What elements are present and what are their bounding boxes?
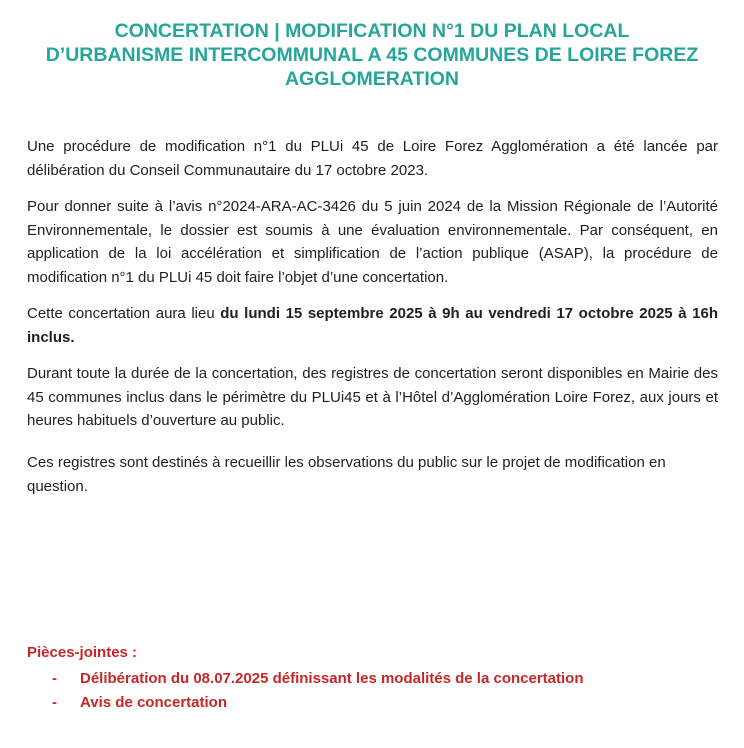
title-line-3: AGGLOMERATION: [284, 68, 460, 90]
bullet-dash: -: [52, 694, 57, 711]
dates-period: du lundi 15 septembre 2025 à 9h au vendredi 17 octobre 2025 à 16h inclus: [27, 305, 718, 346]
title-line-2: D’URBANISME INTERCOMMUNAL A 45 COMMUNES DE LOIRE FOREZ: [45, 44, 699, 66]
paragraph-observations: Ces registres sont destinés à recueillir les observations du public sur le projet de modification en question.: [27, 454, 666, 495]
paragraph-dates: [27, 302, 718, 349]
attachment-link-avis[interactable]: Avis de concertation: [80, 694, 227, 711]
paragraph-registers: Durant toute la durée de la concertation, des registres de concertation seront disponibles en Mairie des 45 communes inclus dans le périmètre du PLUi45 et à l’Hôtel d’Agglomération Loire Forez, aux jours et heures habituels d’ouverture au public.: [27, 365, 718, 429]
attachment-item-avis[interactable]: [52, 691, 584, 715]
dates-prefix: Cette concertation aura lieu: [27, 305, 221, 322]
dates-suffix: .: [70, 328, 75, 346]
attachments-list: [52, 667, 584, 715]
attachments-heading: Pièces-jointes :: [27, 644, 138, 661]
attachment-link-deliberation[interactable]: Délibération du 08.07.2025 définissant les modalités de la concertation: [80, 670, 584, 687]
attachment-item-deliberation[interactable]: [52, 667, 584, 691]
paragraph-procedure: Une procédure de modification n°1 du PLUi 45 de Loire Forez Agglomération a été lancée par délibération du Conseil Communautaire du 17 octobre 2023.: [27, 138, 718, 179]
bullet-dash: -: [52, 670, 57, 687]
page-title: [40, 19, 704, 91]
paragraph-environmental-review: Pour donner suite à l’avis n°2024-ARA-AC-3426 du 5 juin 2024 de la Mission Régionale de l’Autorité Environnementale, le dossier est soumis à une évaluation environnementale. Par conséquent, en application de la loi accélération et simplification de l’action publique (ASAP), la procédure de modification n°1 du PLUi 45 doit faire l’objet d’une concertation.: [27, 198, 718, 286]
title-line-1: CONCERTATION | MODIFICATION N°1 DU PLAN LOCAL: [114, 20, 630, 42]
